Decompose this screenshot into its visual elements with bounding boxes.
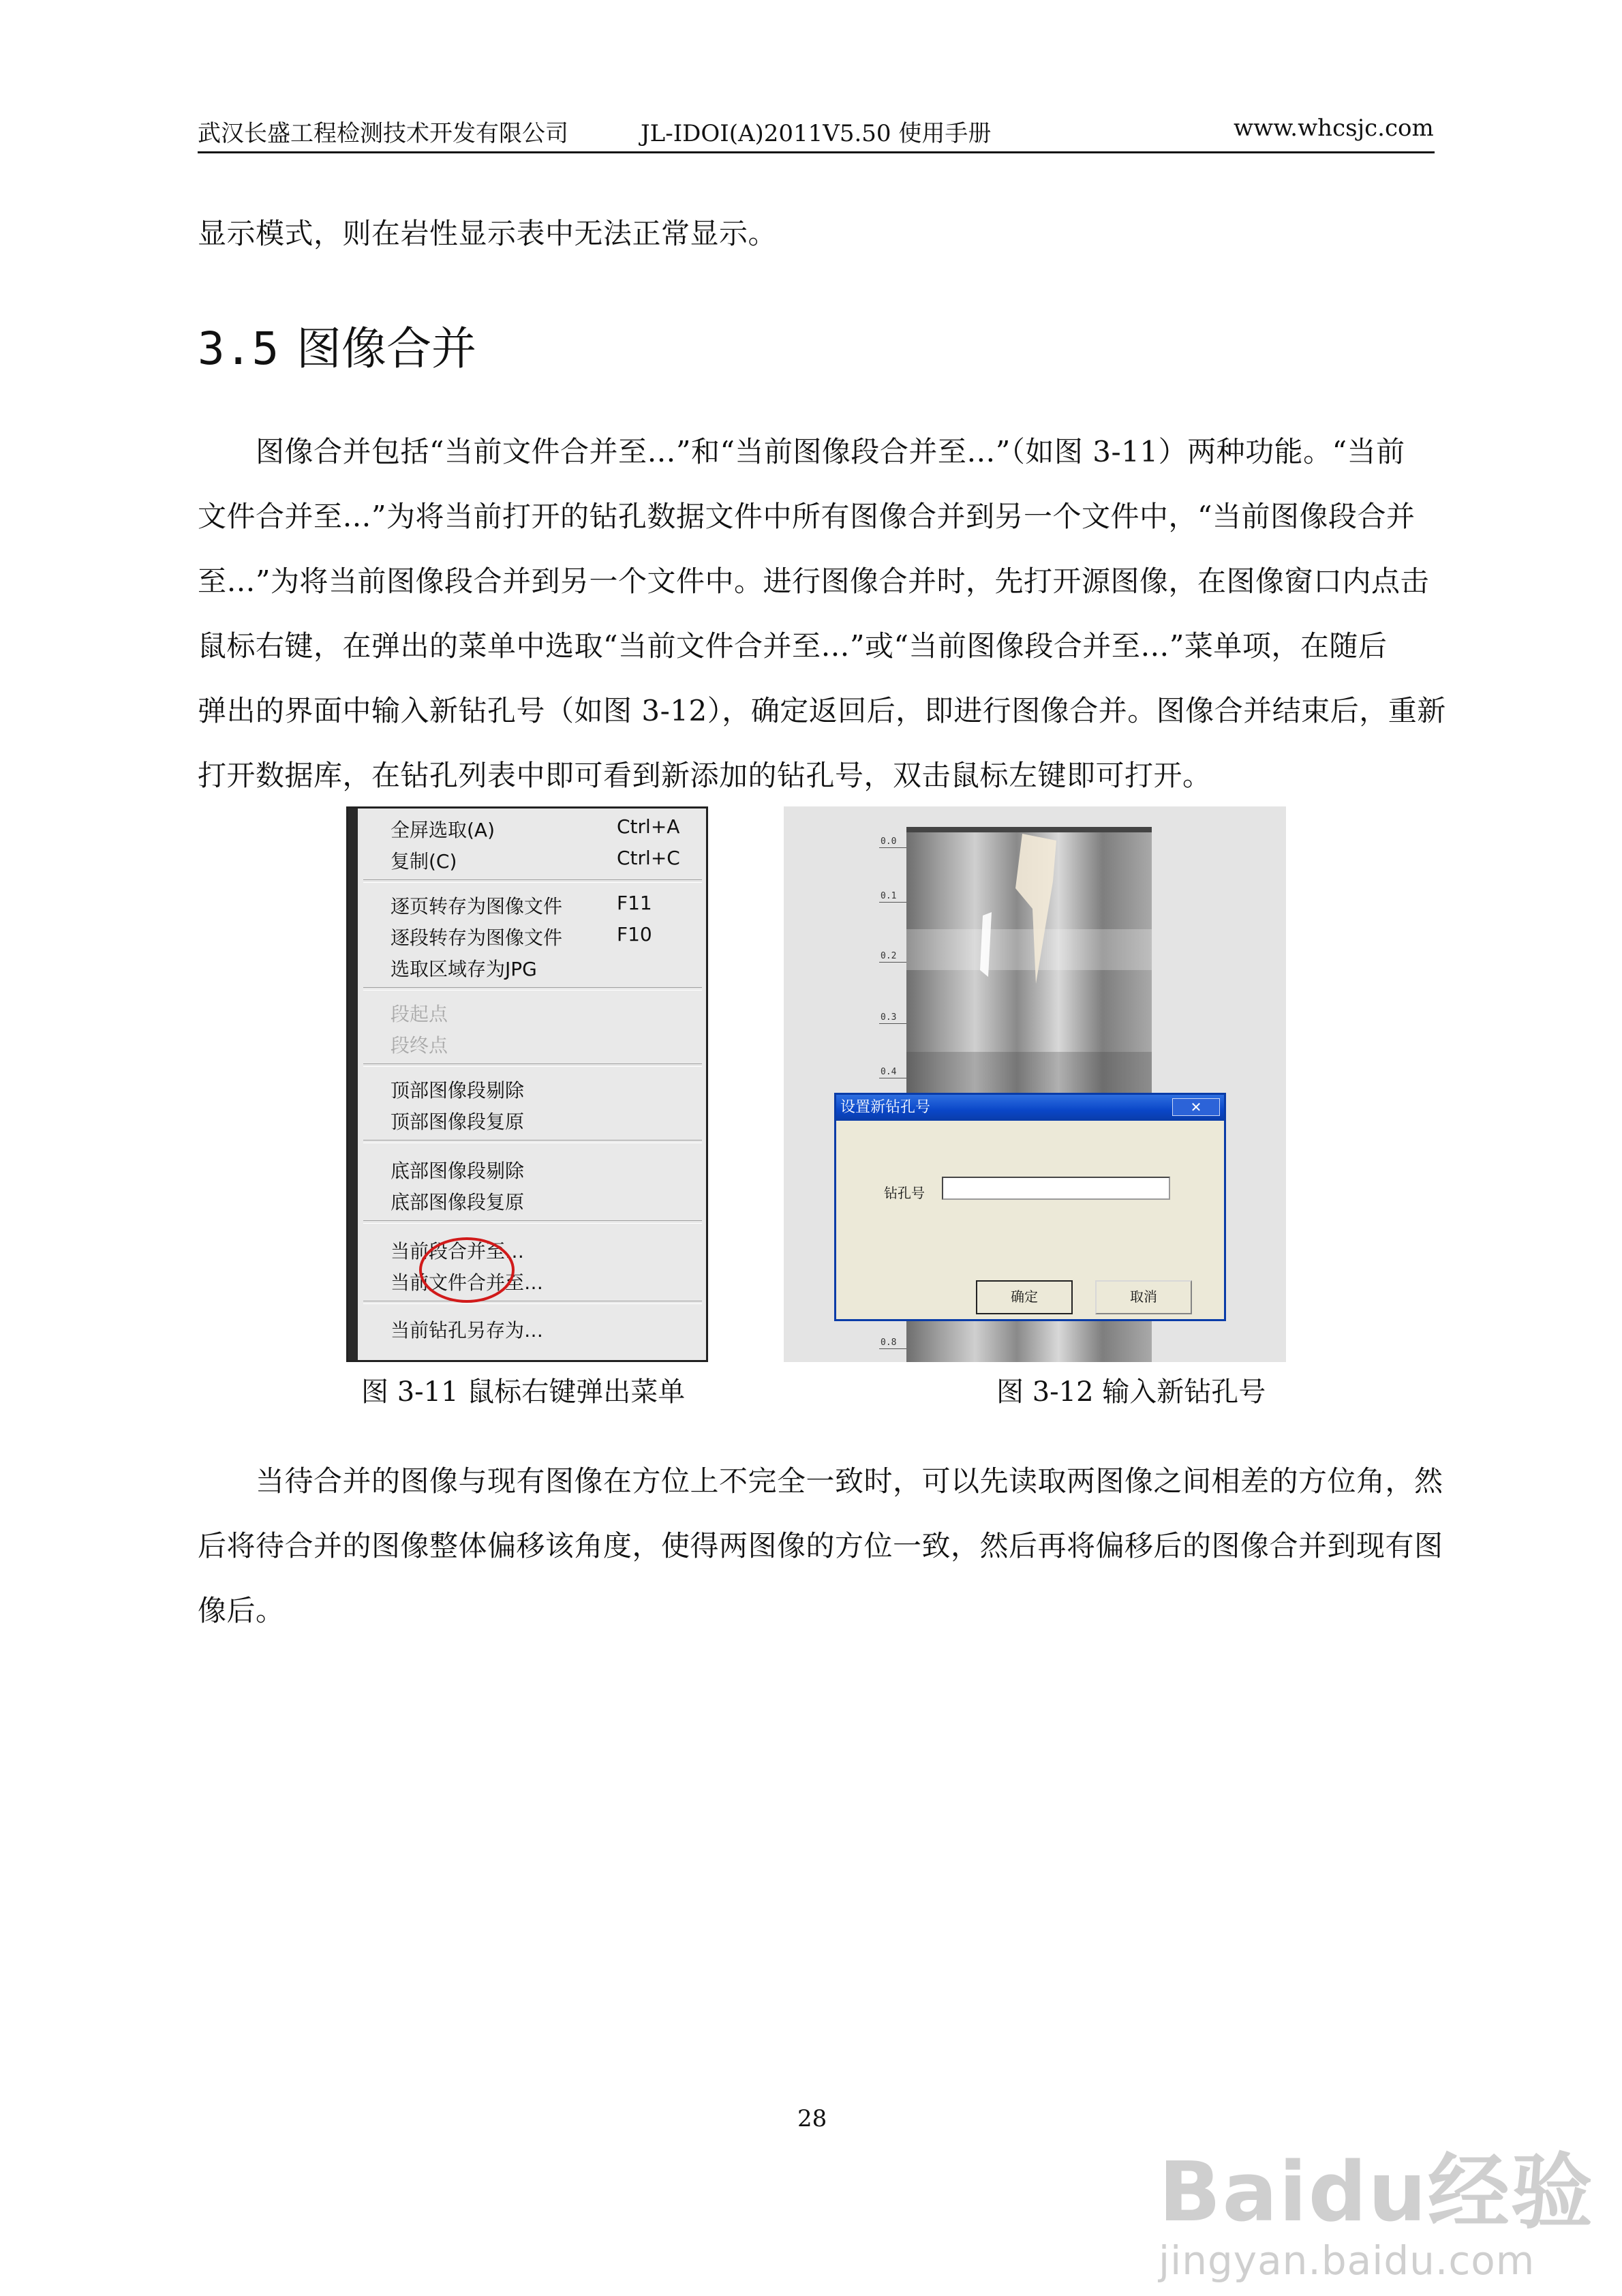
para2-line: 后将待合并的图像整体偏移该角度，使得两图像的方位一致，然后再将偏移后的图像合并到现有图 xyxy=(198,1529,1443,1562)
menu-item-segment-end: 段终点 xyxy=(391,1034,448,1057)
section-number: 3.5 xyxy=(198,322,279,375)
menu-item-save-region-jpg[interactable]: 选取区域存为JPG xyxy=(391,958,537,980)
header-manual-title: JL-IDOI(A)2011V5.50 使用手册 xyxy=(641,120,992,147)
menu-shortcut: F10 xyxy=(617,923,652,946)
menu-item-top-remove[interactable]: 顶部图像段剔除 xyxy=(391,1079,525,1102)
header-company: 武汉长盛工程检测技术开发有限公司 xyxy=(198,120,568,147)
page-number: 28 xyxy=(797,2105,827,2132)
menu-item-copy[interactable]: 复制(C) xyxy=(391,850,457,873)
figure-caption-3-11: 图 3-11 鼠标右键弹出菜单 xyxy=(361,1376,686,1408)
baidu-watermark xyxy=(1159,2127,1594,2284)
menu-item-bottom-restore[interactable]: 底部图像段复原 xyxy=(391,1191,525,1213)
para1-line: 图像合并包括“当前文件合并至…”和“当前图像段合并至…”（如图 3-11）两种功能。“当前 xyxy=(198,435,1405,468)
fracture-highlight xyxy=(906,827,1152,1031)
ruler-label: 0.1 xyxy=(881,891,897,901)
intro-line: 显示模式，则在岩性显示表中无法正常显示。 xyxy=(198,217,778,250)
ruler-label: 0.2 xyxy=(881,951,897,961)
cancel-button[interactable]: 取消 xyxy=(1095,1280,1192,1314)
para1-line: 打开数据库，在钻孔列表中即可看到新添加的钻孔号，双击鼠标左键即可打开。 xyxy=(198,759,1212,792)
section-heading xyxy=(198,312,476,377)
menu-item-merge-segment[interactable]: 当前段合并至… xyxy=(391,1240,525,1263)
borehole-number-input[interactable] xyxy=(942,1177,1170,1200)
menu-item-bottom-remove[interactable]: 底部图像段剔除 xyxy=(391,1160,525,1182)
menu-item-segment-start: 段起点 xyxy=(391,1003,448,1025)
para1-line: 至…”为将当前图像段合并到另一个文件中。进行图像合并时，先打开源图像，在图像窗口内点击 xyxy=(198,564,1429,598)
dialog-title: 设置新钻孔号 xyxy=(836,1095,1224,1121)
menu-item-select-all[interactable]: 全屏选取(A) xyxy=(391,819,495,841)
menu-separator xyxy=(363,879,702,883)
header-url: www.whcsjc.com xyxy=(1234,115,1434,142)
menu-item-merge-file[interactable]: 当前文件合并至… xyxy=(391,1271,544,1294)
para1-line: 文件合并至…”为将当前打开的钻孔数据文件中所有图像合并到另一个文件中，“当前图像段合并 xyxy=(198,500,1416,533)
menu-separator xyxy=(363,1063,702,1067)
para1-line: 弹出的界面中输入新钻孔号（如图 3-12），确定返回后，即进行图像合并。图像合并结束后，重新 xyxy=(198,694,1446,727)
ruler-label: 0.0 xyxy=(881,836,897,847)
menu-separator xyxy=(363,1220,702,1224)
ruler-label: 0.8 xyxy=(881,1338,897,1348)
watermark-url: jingyan.baidu.com xyxy=(1159,2237,1535,2284)
ruler-label: 0.4 xyxy=(881,1067,897,1077)
menu-item-save-borehole-as[interactable]: 当前钻孔另存为… xyxy=(391,1319,544,1342)
section-title: 图像合并 xyxy=(296,322,476,375)
para1-line: 鼠标右键，在弹出的菜单中选取“当前文件合并至…”或“当前图像段合并至…”菜单项，在随后 xyxy=(198,629,1388,663)
menu-shortcut: F11 xyxy=(617,892,652,914)
menu-separator xyxy=(363,1140,702,1143)
close-icon[interactable]: ✕ xyxy=(1172,1098,1220,1116)
ok-button[interactable]: 确定 xyxy=(976,1280,1073,1314)
menu-shortcut: Ctrl+C xyxy=(617,847,680,869)
context-menu xyxy=(358,809,706,1360)
ruler-label: 0.3 xyxy=(881,1012,897,1023)
menu-item-top-restore[interactable]: 顶部图像段复原 xyxy=(391,1111,525,1133)
para2-line: 像后。 xyxy=(198,1594,285,1627)
menu-item-save-pages[interactable]: 逐页转存为图像文件 xyxy=(391,895,563,918)
context-menu-figure xyxy=(346,806,708,1362)
menu-item-save-segments[interactable]: 逐段转存为图像文件 xyxy=(391,926,563,949)
menu-separator xyxy=(363,987,702,991)
header-rule xyxy=(198,151,1435,153)
new-borehole-dialog xyxy=(834,1093,1226,1321)
menu-separator xyxy=(363,1301,702,1304)
para2-line: 当待合并的图像与现有图像在方位上不完全一致时，可以先读取两图像之间相差的方位角，然 xyxy=(198,1464,1443,1498)
borehole-image-figure xyxy=(784,806,1286,1362)
watermark-logo: Baidu经验 xyxy=(1159,2145,1594,2240)
figure-caption-3-12: 图 3-12 输入新钻孔号 xyxy=(996,1376,1266,1408)
borehole-number-label: 钻孔号 xyxy=(884,1185,925,1201)
highlight-circle xyxy=(416,1233,518,1308)
menu-shortcut: Ctrl+A xyxy=(617,815,680,838)
